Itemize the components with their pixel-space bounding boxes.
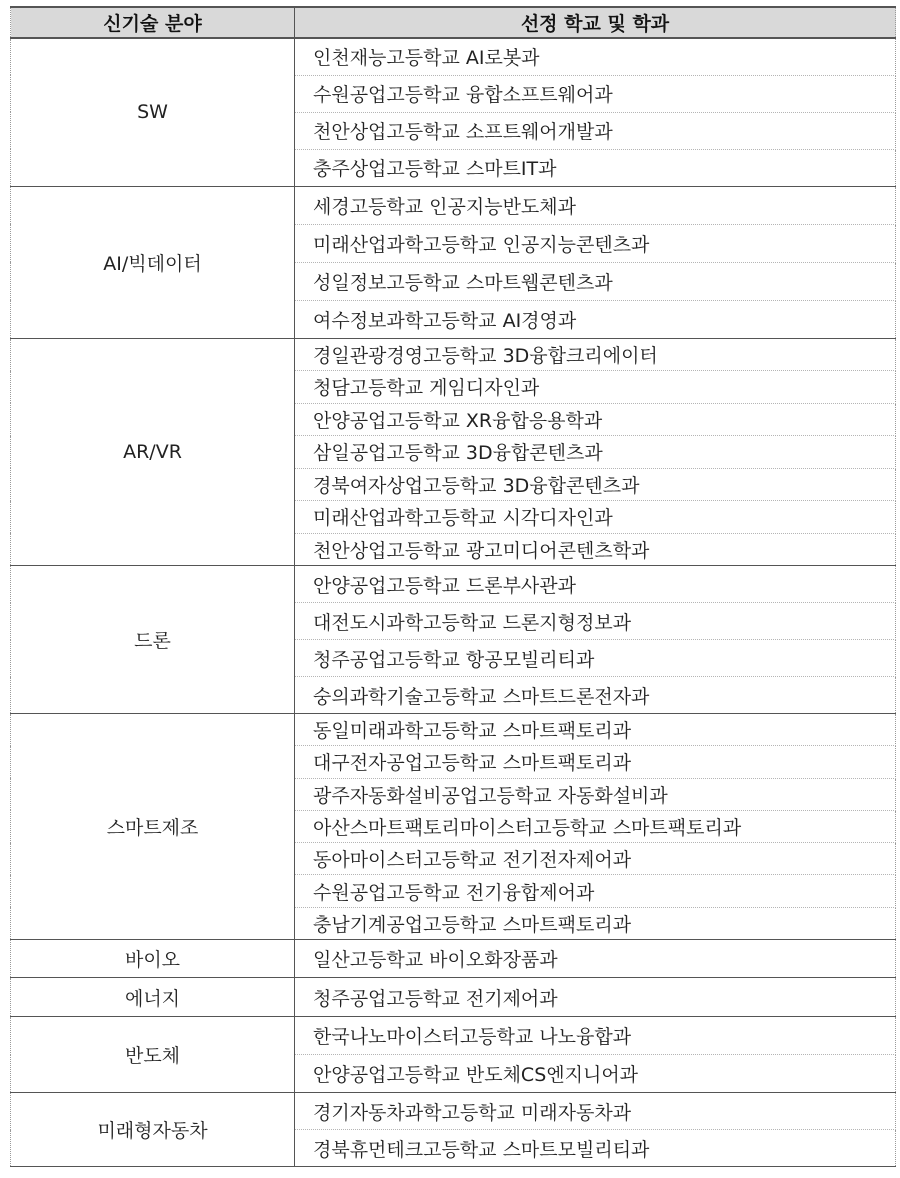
school-department-cell: 숭의과학기술고등학교 스마트드론전자과 — [295, 677, 896, 714]
field-column-header: 신기술 분야 — [11, 7, 295, 38]
school-department-cell: 충주상업고등학교 스마트IT과 — [295, 149, 896, 186]
school-department-cell: 일산고등학교 바이오화장품과 — [295, 940, 896, 978]
school-department-cell: 여수정보과학고등학교 AI경영과 — [295, 300, 896, 338]
field-category-cell: 드론 — [11, 566, 295, 714]
school-department-cell: 광주자동화설비공업고등학교 자동화설비과 — [295, 778, 896, 810]
table-row — [11, 566, 896, 603]
school-department-cell: 미래산업과학고등학교 인공지능콘텐츠과 — [295, 224, 896, 262]
school-department-cell: 천안상업고등학교 소프트웨어개발과 — [295, 112, 896, 149]
school-department-cell: 수원공업고등학교 융합소프트웨어과 — [295, 75, 896, 112]
field-category-cell: AR/VR — [11, 338, 295, 566]
field-category-cell: AI/빅데이터 — [11, 186, 295, 338]
school-department-cell: 대전도시과학고등학교 드론지형정보과 — [295, 603, 896, 640]
table-row — [11, 186, 896, 224]
field-category-cell: SW — [11, 38, 295, 186]
schools-column-header: 선정 학교 및 학과 — [295, 7, 896, 38]
school-department-cell: 경북휴먼테크고등학교 스마트모빌리티과 — [295, 1130, 896, 1167]
header-row — [11, 7, 896, 38]
school-department-cell: 삼일공업고등학교 3D융합콘텐츠과 — [295, 436, 896, 469]
table-row — [11, 940, 896, 978]
school-department-cell: 미래산업과학고등학교 시각디자인과 — [295, 501, 896, 534]
school-department-cell: 동아마이스터고등학교 전기전자제어과 — [295, 843, 896, 875]
table-body — [11, 38, 896, 1167]
table-row — [11, 1093, 896, 1130]
school-department-cell: 인천재능고등학교 AI로봇과 — [295, 38, 896, 75]
table-row — [11, 38, 896, 75]
school-department-cell: 천안상업고등학교 광고미디어콘텐츠학과 — [295, 533, 896, 566]
school-department-cell: 청주공업고등학교 전기제어과 — [295, 978, 896, 1017]
school-department-cell: 청담고등학교 게임디자인과 — [295, 371, 896, 404]
field-category-cell: 바이오 — [11, 940, 295, 978]
school-department-cell: 청주공업고등학교 항공모빌리티과 — [295, 640, 896, 677]
field-category-cell: 반도체 — [11, 1017, 295, 1093]
school-department-cell: 경기자동차과학고등학교 미래자동차과 — [295, 1093, 896, 1130]
school-department-cell: 아산스마트팩토리마이스터고등학교 스마트팩토리과 — [295, 810, 896, 842]
school-department-cell: 대구전자공업고등학교 스마트팩토리과 — [295, 746, 896, 778]
field-category-cell: 에너지 — [11, 978, 295, 1017]
school-department-cell: 안양공업고등학교 XR융합응용학과 — [295, 403, 896, 436]
school-department-cell: 한국나노마이스터고등학교 나노융합과 — [295, 1017, 896, 1055]
field-category-cell: 스마트제조 — [11, 714, 295, 940]
school-department-cell: 안양공업고등학교 드론부사관과 — [295, 566, 896, 603]
school-department-cell: 경일관광경영고등학교 3D융합크리에이터 — [295, 338, 896, 371]
school-department-cell: 동일미래과학고등학교 스마트팩토리과 — [295, 714, 896, 746]
table-row — [11, 714, 896, 746]
selection-table — [10, 6, 896, 1167]
field-category-cell: 미래형자동차 — [11, 1093, 295, 1167]
school-department-cell: 충남기계공업고등학교 스마트팩토리과 — [295, 907, 896, 939]
table-row — [11, 978, 896, 1017]
table-row — [11, 338, 896, 371]
school-department-cell: 성일정보고등학교 스마트웹콘텐츠과 — [295, 262, 896, 300]
school-department-cell: 안양공업고등학교 반도체CS엔지니어과 — [295, 1055, 896, 1093]
school-department-cell: 경북여자상업고등학교 3D융합콘텐츠과 — [295, 468, 896, 501]
school-department-cell: 수원공업고등학교 전기융합제어과 — [295, 875, 896, 907]
school-department-cell: 세경고등학교 인공지능반도체과 — [295, 186, 896, 224]
table-row — [11, 1017, 896, 1055]
